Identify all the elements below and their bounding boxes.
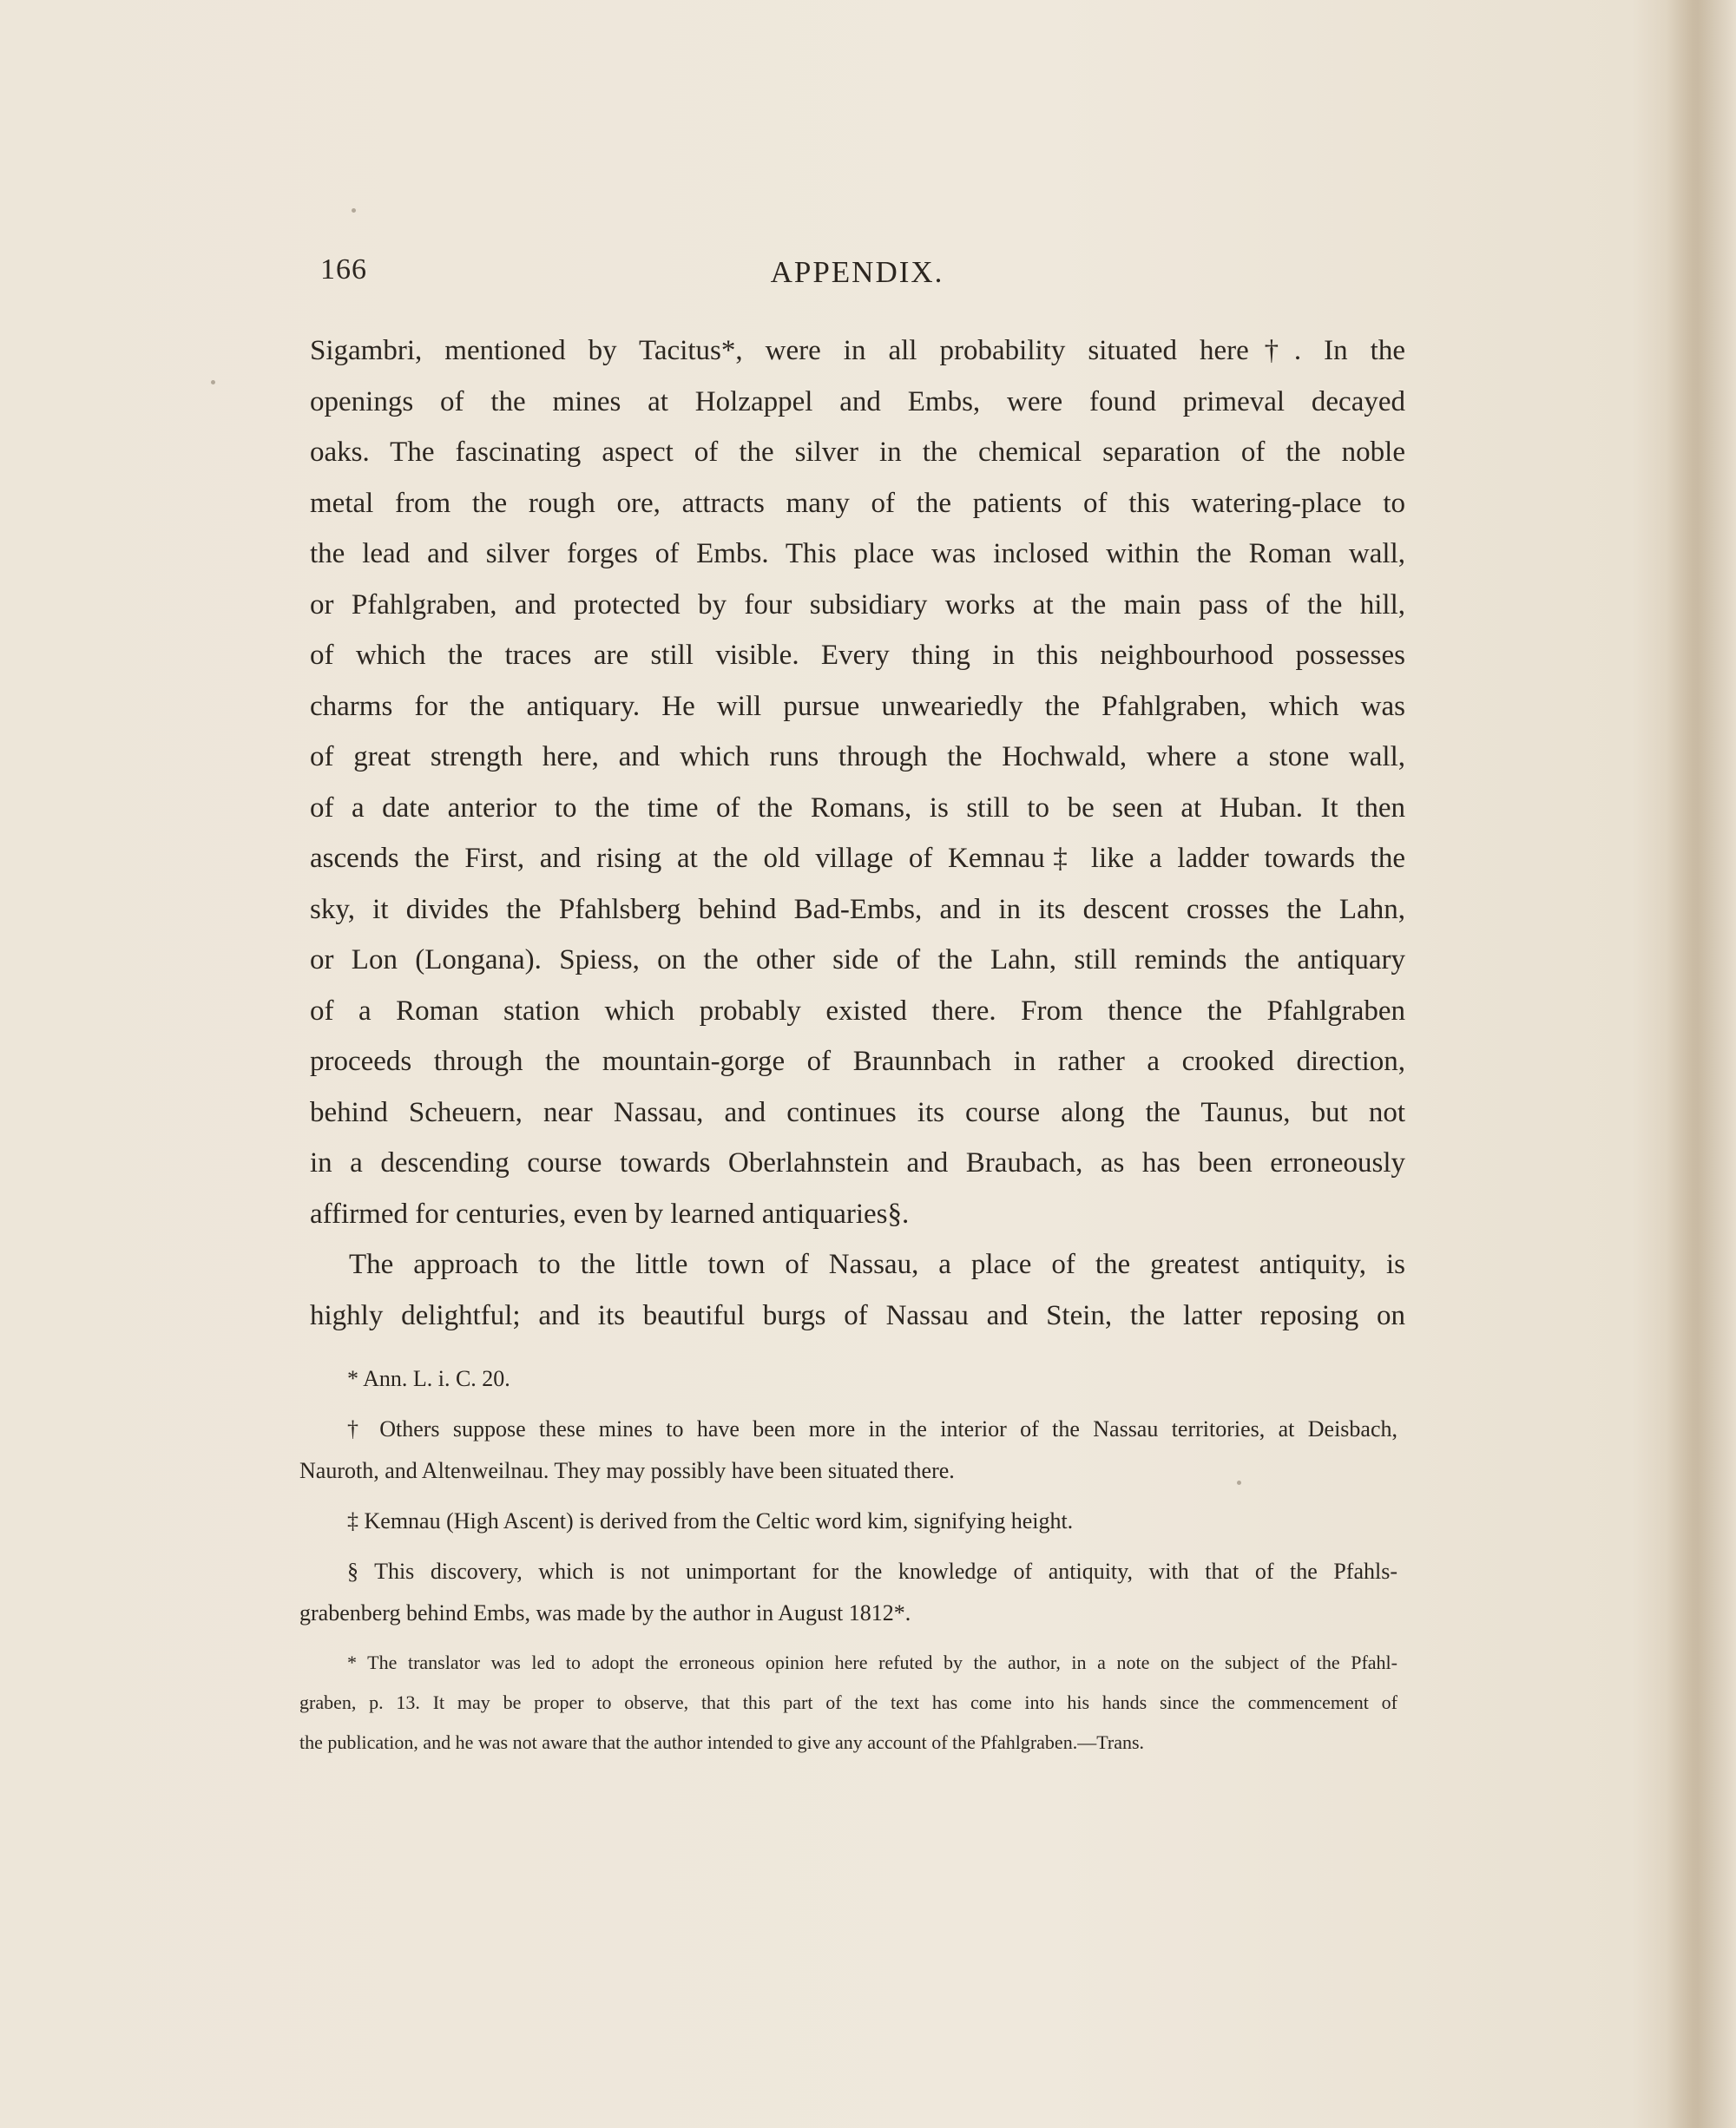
body-line: the lead and silver forges of Embs. This place was inclosed within the Roman wall, [310,538,1405,569]
body-line: in a descending course towards Oberlahnstein and Braubach, as has been erroneously [310,1147,1405,1179]
paper-speck [211,380,215,384]
page-number: 166 [320,253,367,286]
body-line: highly delightful; and its beautiful burgs of Nassau and Stein, the latter reposing on [310,1299,1405,1331]
footnote-line: graben, p. 13. It may be proper to observe, that this part of the text has come into his hands since the commencement of [299,1691,1397,1713]
body-line: of which the traces are still visible. Every thing in this neighbourhood possesses [310,640,1405,671]
spine-shadow [1667,0,1736,2128]
page-header [317,253,1397,305]
paragraph-start-line: The approach to the little town of Nassau, a place of the greatest antiquity, is [349,1249,1405,1280]
body-line: or Lon (Longana). Spiess, on the other side of the Lahn, still reminds the antiquary [310,944,1405,975]
footnote-line: § This discovery, which is not unimportant for the knowledge of antiquity, with that of the Pfahls- [347,1559,1397,1584]
footnote-line: Nauroth, and Altenweilnau. They may possibly have been situated there. [299,1458,955,1483]
footnote-line: the publication, and he was not aware that the author intended to give any account of the Pfahlgraben.—Trans. [299,1731,1145,1753]
body-line: oaks. The fascinating aspect of the silver in the chemical separation of the noble [310,437,1405,468]
body-line: Sigambri, mentioned by Tacitus*, were in all probability situated here†. In the [310,335,1405,366]
body-line: affirmed for centuries, even by learned antiquaries§. [310,1198,910,1230]
body-line: openings of the mines at Holzappel and Embs, were found primeval decayed [310,385,1405,417]
body-line: charms for the antiquary. He will pursue unweariedly the Pfahlgraben, which was [310,690,1405,722]
body-line: ascends the First, and rising at the old village of Kemnau‡ like a ladder towards the [310,843,1405,874]
body-text [310,325,1405,1341]
body-line: of a Roman station which probably existed there. From thence the Pfahlgraben [310,995,1405,1027]
body-line: behind Scheuern, near Nassau, and continues its course along the Taunus, but not [310,1096,1405,1128]
footnote-line: * The translator was led to adopt the erroneous opinion here refuted by the author, in a note on the subject of the Pfahl- [347,1652,1397,1673]
footnote-line: ‡ Kemnau (High Ascent) is derived from the Celtic word kim, signifying height. [347,1508,1074,1534]
footnote-line: grabenberg behind Embs, was made by the author in August 1812*. [299,1600,911,1626]
body-line: of great strength here, and which runs through the Hochwald, where a stone wall, [310,741,1405,772]
paper-speck [352,208,356,213]
footnote-line: * Ann. L. i. C. 20. [347,1366,510,1391]
footnote-line: † Others suppose these mines to have been more in the interior of the Nassau territories, at Deisbach, [347,1416,1397,1442]
running-head: APPENDIX. [770,255,944,289]
body-line: proceeds through the mountain-gorge of Braunnbach in rather a crooked direction, [310,1046,1405,1077]
footnotes [299,1358,1397,1763]
body-line: of a date anterior to the time of the Romans, is still to be seen at Huban. It then [310,791,1405,824]
body-line: sky, it divides the Pfahlsberg behind Bad-Embs, and in its descent crosses the Lahn, [310,893,1405,925]
body-line: or Pfahlgraben, and protected by four subsidiary works at the main pass of the hill, [310,588,1405,621]
body-line: metal from the rough ore, attracts many of the patients of this watering-place to [310,487,1405,519]
